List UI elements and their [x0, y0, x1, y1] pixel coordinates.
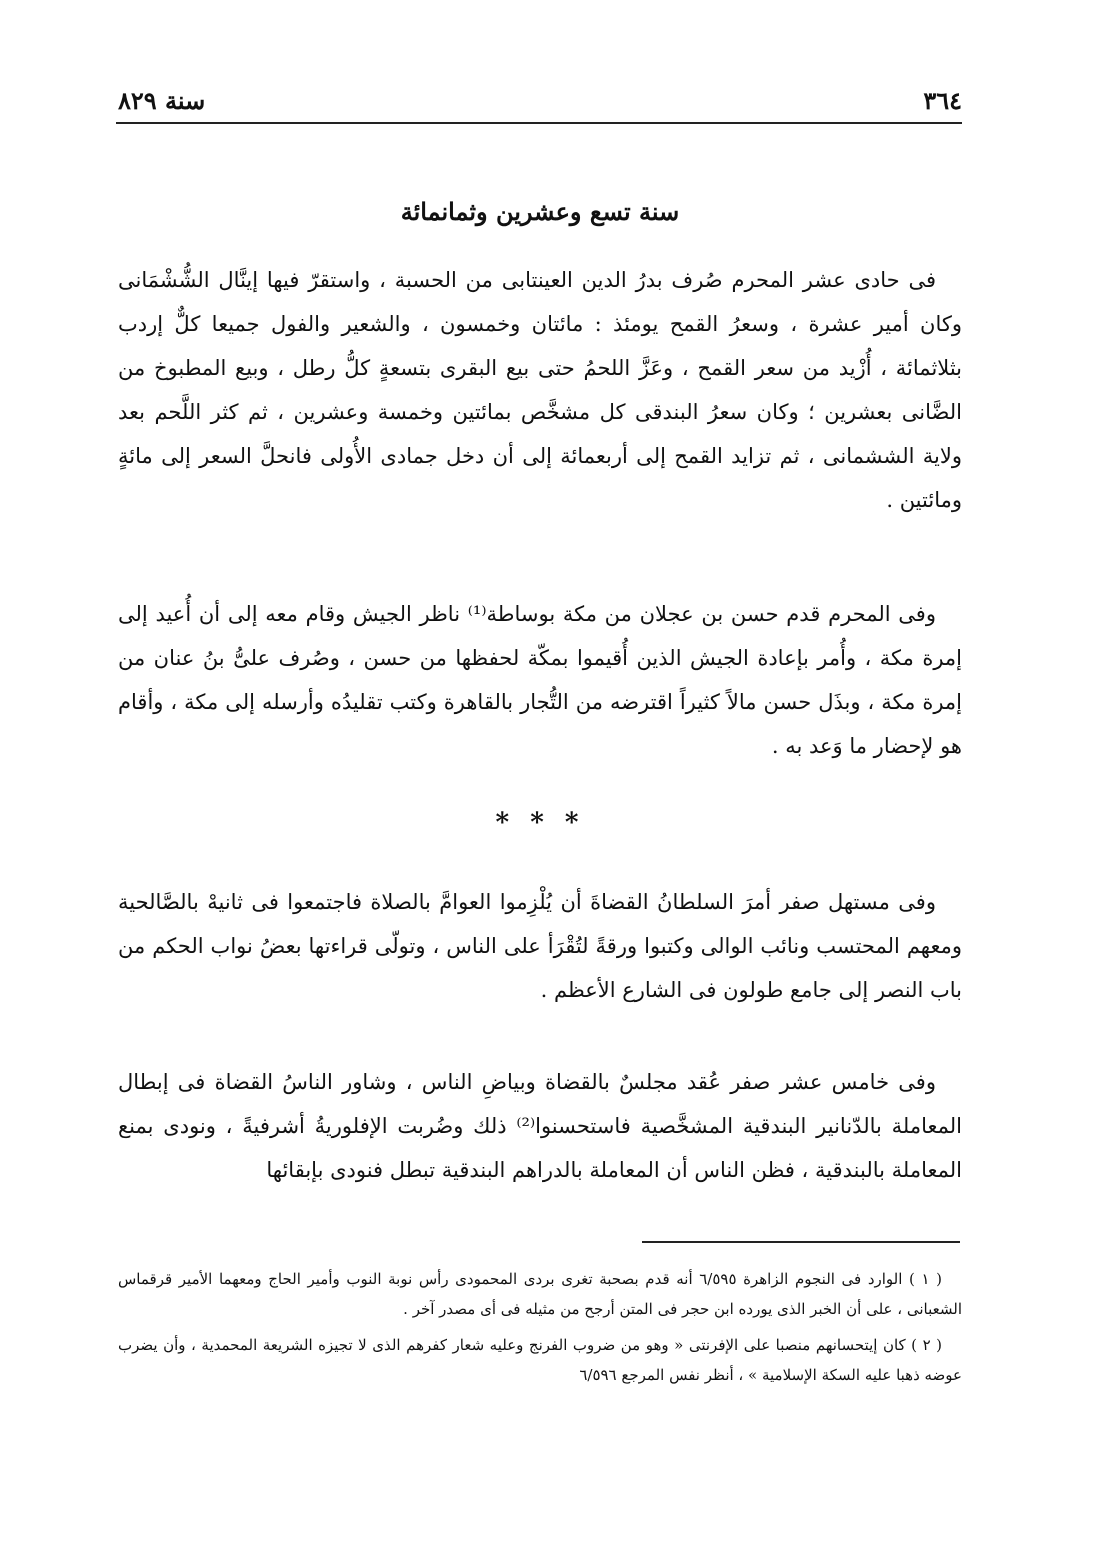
paragraph-text: وفى خامس عشر صفر عُقد مجلسٌ بالقضاة وبياضِ الناس ، وشاور الناسُ القضاة فى إبطال المعاملة بالدّنانير البندقية المشخَّصية فاستحسنوا⁽²⁾ ذلك وضُربت الإفلوريةُ أشرفيةً ، ونودى بمنع المعاملة بالبندقية ، فظن الناس أن المعاملة بالدراهم البندقية تبطل فنودى بإبقائها: [118, 1070, 962, 1182]
paragraph-2: [118, 592, 962, 768]
paragraph-text: فى حادى عشر المحرم صُرف بدرُ الدين العينتابى من الحسبة ، واستقرّ فيها إينَّال الشُّشْمَانى وكان أمير عشرة ، وسعرُ القمح يومئذ : مائتان وخمسون ، والشعير والفول جميعا كلٌّ إردب بثلاثمائة ، أُزْيد من سعر القمح ، وعَزَّ اللحمُ حتى بيع البقرى بتسعةٍ كلُّ رطل ، وبيع المطبوخ من الضَّانى بعشرين ؛ وكان سعرُ البندقى كل مشخَّص بمائتين وخمسة وعشرين ، ثم كثر اللَّحم بعد ولاية الششمانى ، ثم تزايد القمح إلى أربعمائة إلى أن دخل جمادى الأُولى فانحلَّ السعر إلى مائةٍ ومائتين .: [118, 268, 962, 512]
section-title: سنة تسع وعشرين وثمانمائة: [400, 197, 680, 226]
paragraph-3: [118, 880, 962, 1012]
paragraph-text: وفى مستهل صفر أمرَ السلطانُ القضاةَ أن يُلْزِموا العوامَّ بالصلاة فاجتمعوا فى ثانيهْ بالصَّالحية ومعهم المحتسب ونائب الوالى وكتبوا ورقةً لتُقْرَأ على الناس ، وتولّى قراءتها بعضُ نواب الحكم من باب النصر إلى جامع طولون فى الشارع الأعظم .: [118, 890, 962, 1002]
section-separator: * * *: [495, 808, 585, 838]
page-header: [118, 82, 962, 118]
paragraph-text: وفى المحرم قدم حسن بن عجلان من مكة بوساطة⁽¹⁾ ناظر الجيش وقام معه إلى أن أُعيد إلى إمرة مكة ، وأُمر بإعادة الجيش الذين أُقيموا بمكّة لحفظها من حسن ، وصُرف علىُّ بنُ عنان من إمرة مكة ، وبذَل حسن مالاً كثيراً اقترضه من التُّجار بالقاهرة وكتب تقليدُه وأرسله إلى مكة ، وأقام هو لإحضار ما وَعد به .: [118, 602, 962, 758]
page-number: ٣٦٤: [923, 86, 962, 115]
paragraph-1: [118, 258, 962, 522]
footnote-rule: [642, 1241, 960, 1243]
running-title: سنة ٨٢٩: [118, 86, 206, 115]
paragraph-4: [118, 1060, 962, 1192]
footnote-1: ( ١ ) الوارد فى النجوم الزاهرة ٦/٥٩٥ أنه قدم بصحبة تغرى بردى المحمودى رأس نوبة النوب وأمير الحاج ومعهما الأمير قرقماس الشعبانى ، على أن الخبر الذى يورده ابن حجر فى المتن أرجح من مثيله فى أى مصدر آخر .: [118, 1270, 962, 1318]
footnotes: [118, 1264, 962, 1396]
header-rule: [116, 122, 962, 124]
footnote-2: ( ٢ ) كان إيتحسانهم منصبا على الإفرنتى « وهو من ضروب الفرنج وعليه شعار كفرهم الذى لا تجيزه الشريعة المحمدية ، وأن يضرب عوضه ذهبا عليه السكة الإسلامية » ، أنظر نفس المرجع ٦/٥٩٦: [118, 1336, 962, 1384]
